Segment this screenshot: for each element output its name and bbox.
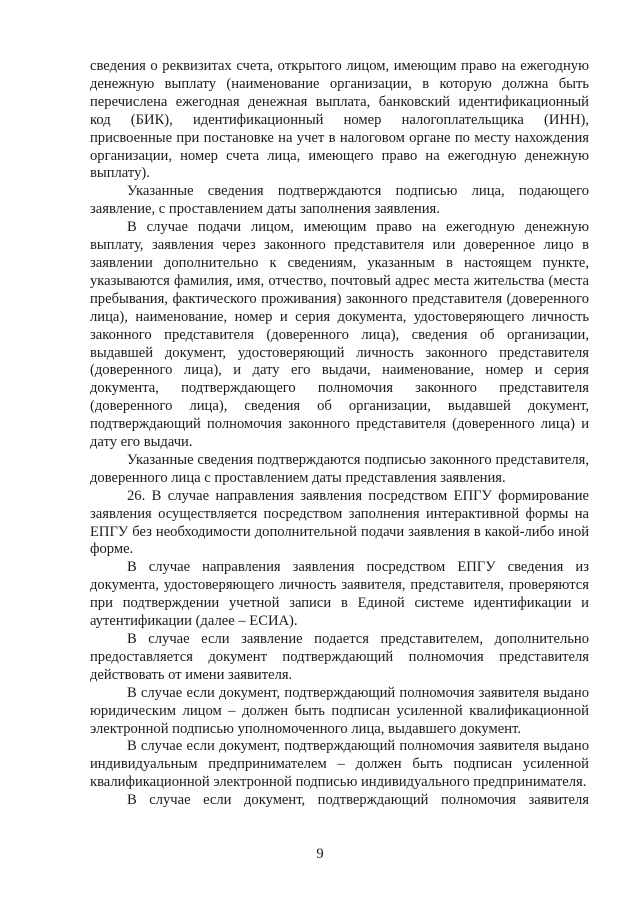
paragraph-representative-signature: Указанные сведения подтверждаются подписью законного представителя, доверенного лица с проставлением даты представления заявления. — [90, 451, 589, 486]
paragraph-representative-application: В случае подачи лицом, имеющим право на ежегодную денежную выплату, заявления через законного представителя или доверенное лицо в заявлении дополнительно к сведениям, указанным в настоящем пункте, указываются фамилия, имя, отчество, почтовый адрес места жительства (места пребывания, фактического проживания) законного представителя (доверенного лица), наименование, номер и серия документа, удостоверяющего личность законного представителя (доверенного лица), сведения об организации, выдавшей документ, удостоверяющий личность законного представителя (доверенного лица), и дату его выдачи, наименование, номер и серия документа, подтверждающего полномочия законного представителя (доверенного лица), сведения об организации, выдавшей документ, подтверждающий полномочия законного представителя (доверенного лица) и дату его выдачи. — [90, 219, 589, 451]
paragraph-signature-confirmation: Указанные сведения подтверждаются подписью лица, подающего заявление, с проставлением даты заполнения заявления. — [90, 183, 589, 218]
paragraph-esia-verification: В случае направления заявления посредством ЕПГУ сведения из документа, удостоверяющего личность заявителя, представителя, проверяются при подтверждении учетной записи в Единой системе идентификации и аутентификации (далее – ЕСИА). — [90, 559, 589, 630]
paragraph-representative-authority: В случае если заявление подается представителем, дополнительно предоставляется документ подтверждающий полномочия представителя действовать от имени заявителя. — [90, 631, 589, 683]
page-number: 9 — [316, 846, 324, 862]
paragraph-account-details: сведения о реквизитах счета, открытого лицом, имеющим право на ежегодную денежную выплату (наименование организации, в которую должна быть перечислена ежегодная денежная выплата, банковский идентификационный код (БИК), идентификационный номер налогоплательщика (ИНН), присвоенные при постановке на учет в налоговом органе по месту нахождения организации, номер счета лица, имеющего право на ежегодную денежную выплату). — [90, 58, 589, 182]
paragraph-item-26-epgu: 26. В случае направления заявления посредством ЕПГУ формирование заявления осуществляется посредством заполнения интерактивной формы на ЕПГУ без необходимости дополнительной подачи заявления в какой-либо иной форме. — [90, 487, 589, 558]
document-page — [90, 58, 589, 810]
paragraph-entrepreneur-signature: В случае если документ, подтверждающий полномочия заявителя выдано индивидуальным предпринимателем – должен быть подписан усиленной квалификационной электронной подписью индивидуального предпринимателя. — [90, 738, 589, 791]
paragraph-legal-entity-signature: В случае если документ, подтверждающий полномочия заявителя выдано юридическим лицом – должен быть подписан усиленной квалификационной электронной подписью уполномоченного лица, выдавшего документ. — [90, 684, 589, 737]
paragraph-continued: В случае если документ, подтверждающий полномочия заявителя — [127, 792, 589, 809]
